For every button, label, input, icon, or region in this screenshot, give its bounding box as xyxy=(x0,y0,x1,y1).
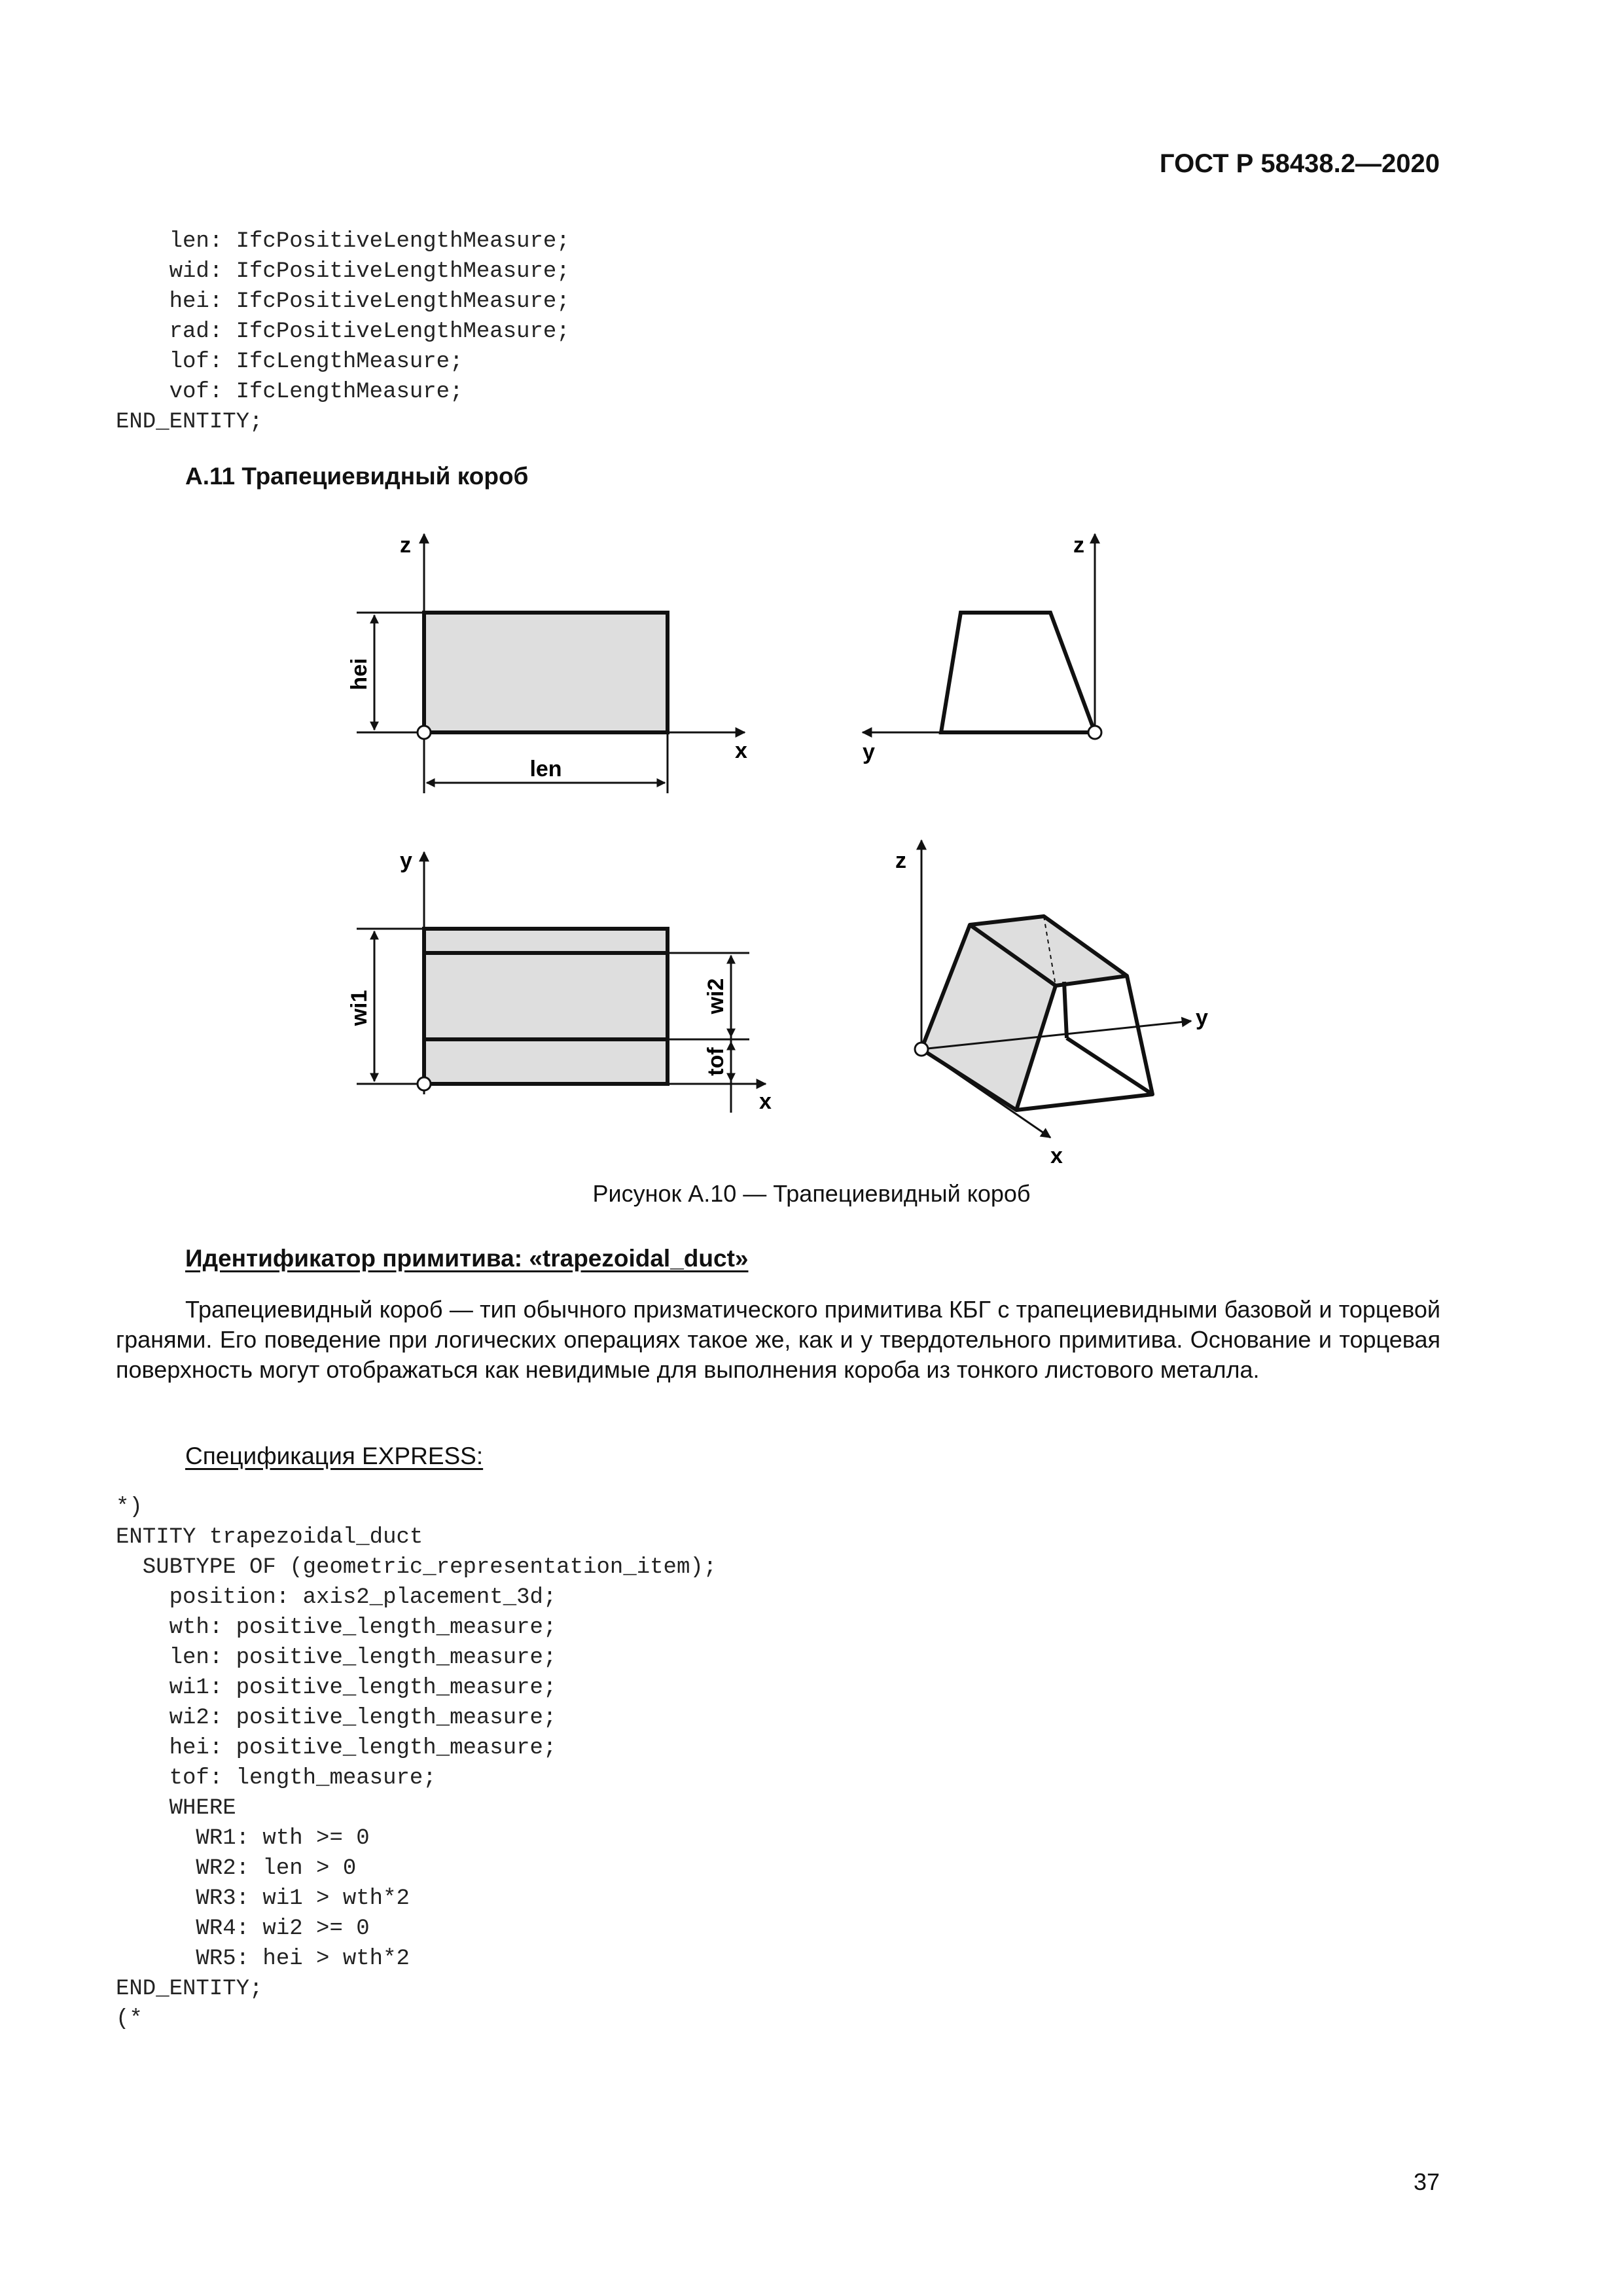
identifier-heading: Идентификатор примитива: «trapezoidal_duct» xyxy=(185,1245,749,1272)
code-line: len: IfcPositiveLengthMeasure; xyxy=(116,229,570,254)
document-header: ГОСТ Р 58438.2—2020 xyxy=(1159,149,1440,178)
code-line: *) xyxy=(116,1495,143,1520)
z-label: z xyxy=(1073,533,1084,558)
code-line: wi2: positive_length_measure; xyxy=(116,1706,557,1731)
origin-point xyxy=(418,1077,431,1090)
z-label: z xyxy=(400,533,411,558)
hei-label: hei xyxy=(347,658,372,691)
wi2-label: wi2 xyxy=(704,978,728,1014)
origin-point xyxy=(915,1043,928,1056)
code-line: vof: IfcLengthMeasure; xyxy=(116,380,463,404)
code-line: lof: IfcLengthMeasure; xyxy=(116,350,463,374)
view-top-xy xyxy=(347,848,772,1114)
code-line: WR1: wth >= 0 xyxy=(116,1826,370,1851)
figure-trapezoidal-duct xyxy=(0,511,1623,1165)
view-end-yz xyxy=(863,533,1101,764)
origin-point xyxy=(1088,726,1101,739)
code-line: WR4: wi2 >= 0 xyxy=(116,1916,370,1941)
x-label: x xyxy=(759,1089,772,1114)
z-label: z xyxy=(895,848,906,873)
view-side-xz xyxy=(347,533,747,793)
code-line: hei: positive_length_measure; xyxy=(116,1736,557,1761)
code-block-top xyxy=(116,226,570,437)
code-line: WR3: wi1 > wth*2 xyxy=(116,1886,410,1911)
y-label: y xyxy=(1196,1005,1208,1030)
y-label: y xyxy=(400,848,412,873)
code-line: position: axis2_placement_3d; xyxy=(116,1585,557,1610)
origin-point xyxy=(418,726,431,739)
code-line: rad: IfcPositiveLengthMeasure; xyxy=(116,319,570,344)
code-line: wid: IfcPositiveLengthMeasure; xyxy=(116,259,570,284)
express-spec-label: Спецификация EXPRESS: xyxy=(185,1443,484,1469)
code-line: END_ENTITY; xyxy=(116,410,263,435)
len-label: len xyxy=(529,757,562,781)
page-number: 37 xyxy=(1413,2168,1440,2195)
description-paragraph: Трапециевидный короб — тип обычного призматического примитива КБГ с трапециевидными базовой и торцевой гранями. Его поведение при логических операциях такое же, как и у твердотельного примитива. Основание и торцевая поверхность могут отображаться как невидимые для выполнения короба из тонкого листового металла. xyxy=(116,1296,1440,1383)
x-label: x xyxy=(1050,1143,1063,1165)
view-isometric xyxy=(895,840,1208,1165)
code-line: SUBTYPE OF (geometric_representation_item); xyxy=(116,1555,717,1580)
wi1-label: wi1 xyxy=(347,990,372,1026)
x-label: x xyxy=(735,738,747,763)
code-line: tof: length_measure; xyxy=(116,1766,437,1791)
y-label: y xyxy=(863,740,875,764)
code-line: END_ENTITY; xyxy=(116,1977,263,2001)
code-line: ENTITY trapezoidal_duct xyxy=(116,1525,423,1550)
figure-caption: Рисунок А.10 — Трапециевидный короб xyxy=(592,1180,1031,1207)
code-line: WHERE xyxy=(116,1796,236,1821)
code-line: hei: IfcPositiveLengthMeasure; xyxy=(116,289,570,314)
side-rectangle xyxy=(424,613,668,732)
section-heading: А.11 Трапециевидный короб xyxy=(185,463,529,490)
code-line: wi1: positive_length_measure; xyxy=(116,1676,557,1700)
code-line: wth: positive_length_measure; xyxy=(116,1615,557,1640)
code-line: WR5: hei > wth*2 xyxy=(116,1946,410,1971)
end-trapezoid xyxy=(941,613,1095,732)
code-line: len: positive_length_measure; xyxy=(116,1645,557,1670)
express-code-block xyxy=(116,1492,717,2034)
code-line: (* xyxy=(116,2007,143,2032)
tof-label: tof xyxy=(704,1047,728,1076)
code-line: WR2: len > 0 xyxy=(116,1856,357,1881)
